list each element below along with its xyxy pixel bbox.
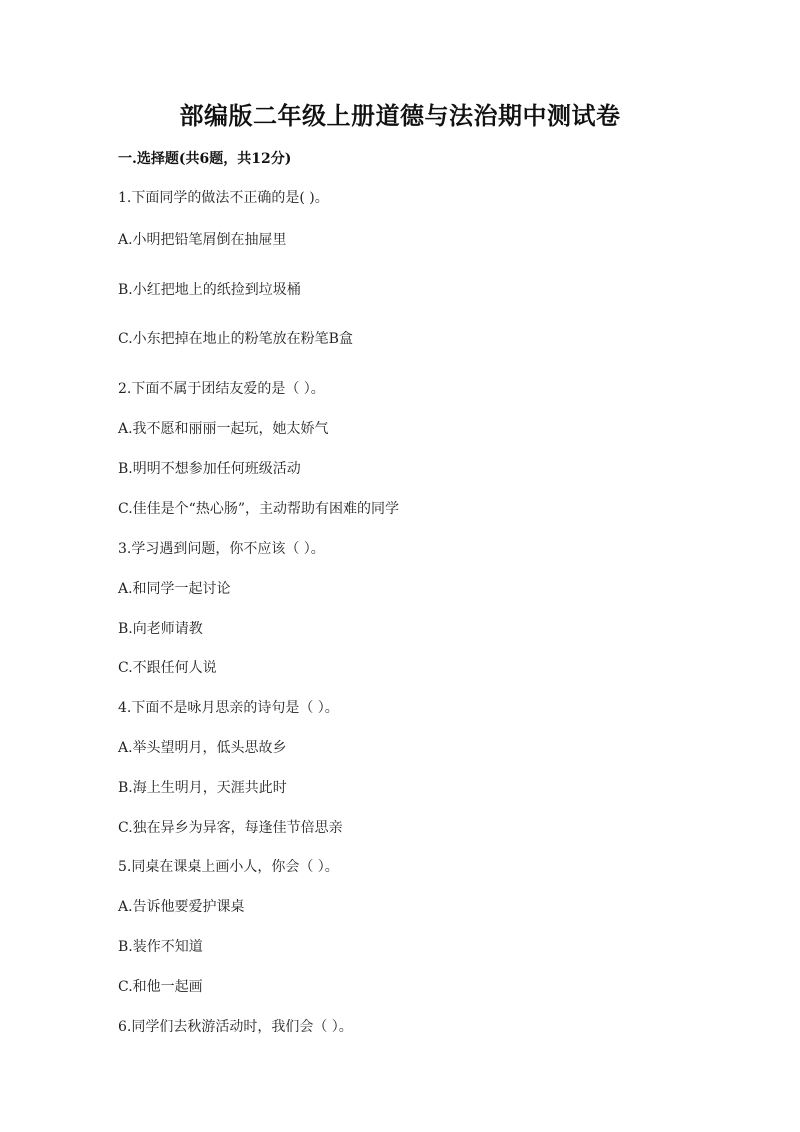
question-4-stem: 4.下面不是咏月思亲的诗句是（ ）。 (118, 700, 339, 716)
question-4-option-b: B.海上生明月，天涯共此时 (118, 780, 287, 796)
question-3-option-b: B.向老师请教 (118, 621, 203, 637)
question-2-stem: 2.下面不属于团结友爱的是（ ）。 (118, 381, 325, 397)
question-5-option-b: B.装作不知道 (118, 939, 203, 955)
section-heading: 一.选择题(共6题，共12分) (118, 151, 292, 167)
question-2-option-a: A.我不愿和丽丽一起玩，她太娇气 (118, 421, 329, 437)
question-5-stem: 5.同桌在课桌上画小人，你会（ ）。 (118, 859, 339, 875)
question-1-option-b: B.小红把地上的纸捡到垃圾桶 (118, 282, 301, 298)
question-3-stem: 3.学习遇到问题，你不应该（ ）。 (118, 541, 325, 557)
question-4-option-c: C.独在异乡为异客，每逢佳节倍思亲 (118, 820, 343, 836)
question-5-option-a: A.告诉他要爱护课桌 (118, 899, 245, 915)
question-2-option-b: B.明明不想参加任何班级活动 (118, 461, 301, 477)
question-1-option-c: C.小东把掉在地止的粉笔放在粉笔B盒 (118, 331, 353, 347)
question-3-option-c: C.不跟任何人说 (118, 660, 217, 676)
question-4-option-a: A.举头望明月，低头思故乡 (118, 740, 287, 756)
question-1-option-a: A.小明把铅笔屑倒在抽屉里 (118, 232, 287, 248)
question-1-stem: 1.下面同学的做法不正确的是( )。 (118, 190, 329, 206)
question-6-stem: 6.同学们去秋游活动时，我们会（ ）。 (118, 1019, 353, 1035)
page-title: 部编版二年级上册道德与法治期中测试卷 (179, 101, 621, 130)
question-2-option-c: C.佳佳是个“热心肠”，主动帮助有困难的同学 (118, 501, 399, 517)
question-3-option-a: A.和同学一起讨论 (118, 581, 231, 597)
question-5-option-c: C.和他一起画 (118, 979, 203, 995)
